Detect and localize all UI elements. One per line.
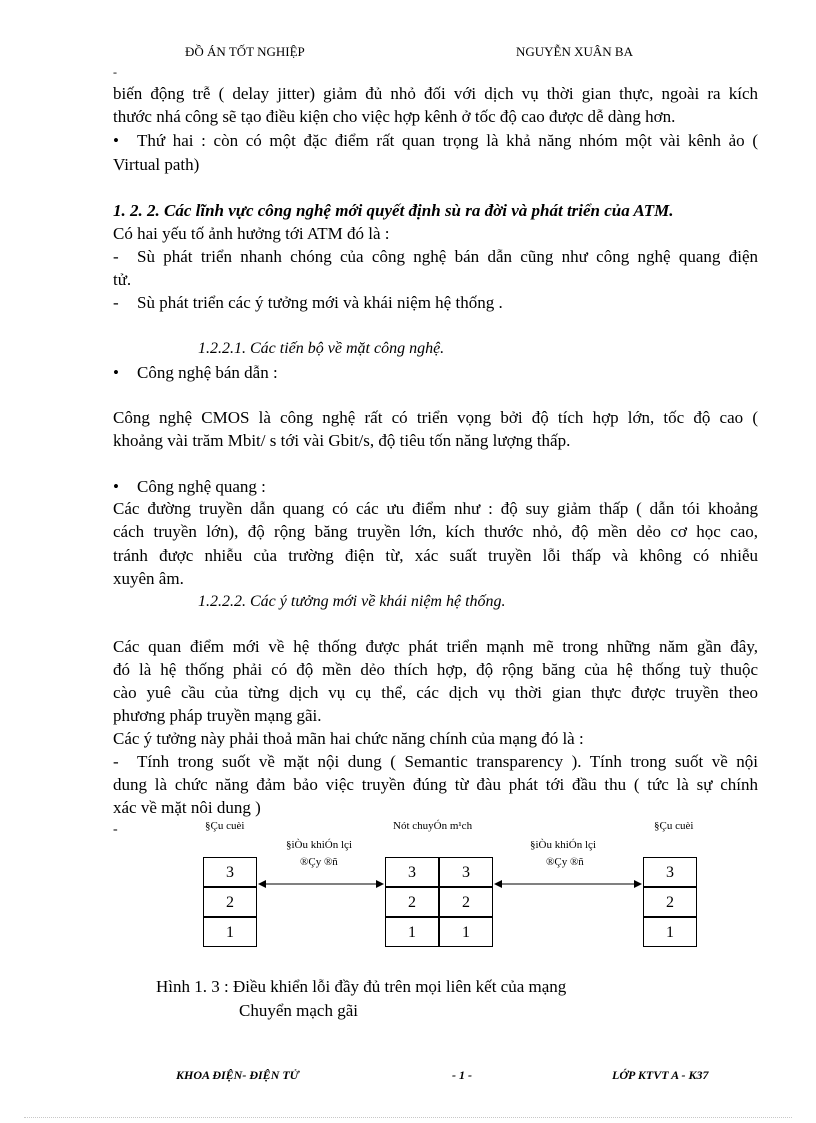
paragraph-line: phương pháp truyền mạng gãi. — [113, 706, 322, 725]
page-number: - 1 - — [452, 1068, 472, 1082]
right-link-label: §iÒu khiÓn lçi — [530, 839, 596, 851]
layer-2-cell: 2 — [439, 887, 493, 917]
dash-text: Tính trong suốt về mặt nội dung ( Semantic transparency ). Tính trong suốt về nội — [137, 752, 758, 771]
subsection-heading: 1.2.2.1. Các tiến bộ về mặt công nghệ. — [198, 340, 445, 357]
bullet-text: Công nghệ bán dẫn : — [137, 363, 278, 382]
footer-divider — [24, 1117, 792, 1118]
paragraph-line: Các đường truyền dẫn quang có các ưu điểm như : độ suy giảm thấp ( dẫn tói khoảng — [113, 499, 758, 518]
layer-3-cell: 3 — [439, 857, 493, 887]
paragraph-line: Công nghệ CMOS là công nghệ rất có triển vọng bởi độ tích hợp lớn, tốc độ cao ( — [113, 408, 758, 427]
bottom-dash-marker: - — [113, 822, 118, 837]
footer-left: KHOA ĐIỆN- ĐIỆN TỬ — [176, 1068, 299, 1082]
header-left: ĐỒ ÁN TỐT NGHIỆP — [185, 44, 305, 59]
header-right: NGUYỄN XUÂN BA — [516, 44, 633, 59]
layer-2-cell: 2 — [385, 887, 439, 917]
paragraph-line: cào yuê cầu của từng dịch vụ cụ thể, các dịch vụ thời gian thực được truyền theo — [113, 683, 758, 702]
layer-1-cell: 1 — [643, 917, 697, 947]
paragraph-line: Các ý tưởng này phải thoả mãn hai chức năng chính của mạng đó là : — [113, 729, 584, 748]
left-terminal-title: §Çu cuèi — [205, 820, 245, 832]
dash-marker: - — [113, 247, 119, 266]
layer-1-cell: 1 — [439, 917, 493, 947]
layer-2-cell: 2 — [643, 887, 697, 917]
right-link-label: ®Çy ®ñ — [546, 856, 584, 868]
layer-3-cell: 3 — [385, 857, 439, 887]
paragraph-line: khoảng vài trăm Mbit/ s tới vài Gbit/s, độ tiêu tốn năng lượng thấp. — [113, 431, 571, 450]
left-link-label: ®Çy ®ñ — [300, 856, 338, 868]
paragraph-line: biến động trễ ( delay jitter) giảm đủ nhỏ đối với dịch vụ thời gian thực, ngoài ra kích — [113, 84, 758, 103]
figure-caption-line2: Chuyển mạch gãi — [239, 1001, 358, 1020]
paragraph-line: Có hai yếu tố ảnh hưởng tới ATM đó là : — [113, 224, 390, 243]
paragraph-line: thước nhá công sẽ tạo điều kiện cho việc hợp kênh ở tốc độ cao được dễ dàng hơn. — [113, 107, 676, 126]
paragraph-line: Virtual path) — [113, 155, 200, 174]
switch-node-title: Nót chuyÓn m¹ch — [393, 820, 473, 832]
figure-caption: Hình 1. 3 : Điều khiển lỗi đầy đủ trên mọi liên kết của mạng — [156, 977, 567, 996]
footer-right: LỚP KTVT A - K37 — [612, 1068, 709, 1082]
paragraph-line: xác về mặt nôi dung ) — [113, 798, 261, 817]
paragraph-line: đó là hệ thống phải có độ mền dẻo thích hợp, độ rộng băng của hệ thống tuỳ thuộc — [113, 660, 758, 679]
layer-1-cell: 1 — [203, 917, 257, 947]
top-dash-marker: - — [113, 65, 117, 79]
right-double-arrow — [494, 880, 642, 888]
left-double-arrow — [258, 880, 384, 888]
paragraph-line: cách truyền lớn), độ rộng băng truyền lớn, kích thước nhỏ, độ mền dẻo cơ học cao, — [113, 522, 758, 541]
paragraph-line: tử. — [113, 270, 132, 289]
paragraph-line: Các quan điểm mới về hệ thống được phát triển mạnh mẽ trong những năm gần đây, — [113, 637, 758, 656]
paragraph-line: xuyên âm. — [113, 569, 184, 588]
right-terminal-title: §Çu cuèi — [654, 820, 694, 832]
layer-3-cell: 3 — [203, 857, 257, 887]
paragraph-line: dung là chức năng đảm bảo việc truyền đúng từ đàu phát tới đầu thu ( tức là sự chính — [113, 775, 758, 794]
left-link-label: §iÒu khiÓn lçi — [286, 839, 352, 851]
dash-text: Sù phát triển nhanh chóng của công nghệ bán dẫn cũng như công nghệ quang điện — [137, 247, 758, 266]
bullet-text: Công nghệ quang : — [137, 477, 266, 496]
paragraph-line: tránh được nhiễu của trường điện từ, xác suất truyền lỗi thấp và không có nhiễu — [113, 546, 758, 565]
dash-text: Sù phát triển các ý tưởng mới và khái niệm hệ thống . — [137, 293, 503, 312]
dash-marker: - — [113, 293, 119, 312]
subsection-heading: 1.2.2.2. Các ý tưởng mới về khái niệm hệ thống. — [198, 593, 506, 610]
layer-3-cell: 3 — [643, 857, 697, 887]
layer-2-cell: 2 — [203, 887, 257, 917]
layer-1-cell: 1 — [385, 917, 439, 947]
dash-marker: - — [113, 752, 119, 771]
section-heading: 1. 2. 2. Các lĩnh vực công nghệ mới quyết định sù ra đời và phát triển của ATM. — [113, 201, 674, 220]
bullet-text: Thứ hai : còn có một đặc điểm rất quan trọng là khả năng nhóm một vài kênh ảo ( — [137, 131, 758, 150]
